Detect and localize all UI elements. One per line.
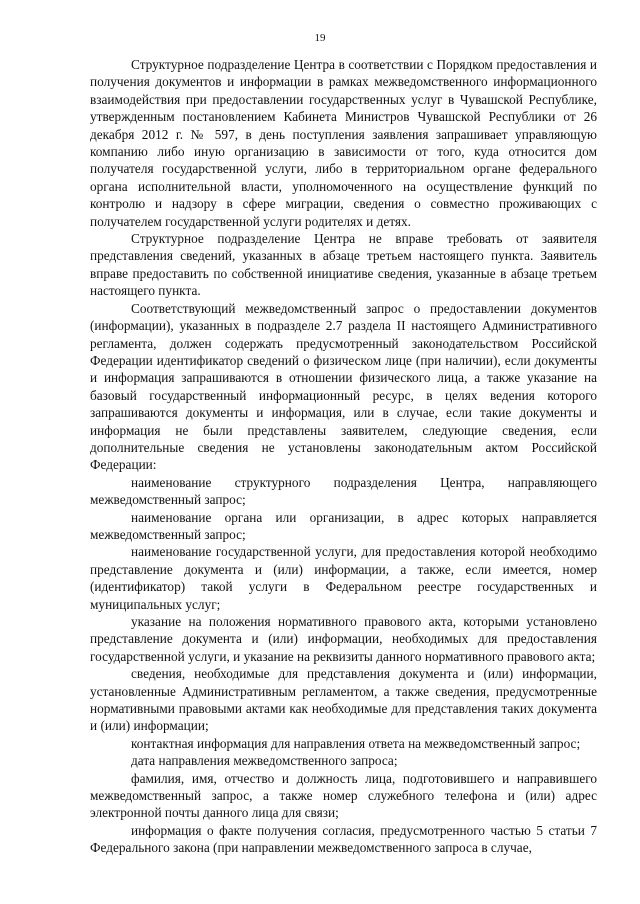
paragraph-request-contents: Соответствующий межведомственный запрос о предоставлении документов (информации), указанных в подразделе 2.7 раздела II настоящего Административного регламента, должен содержать предусмотренный законодательством Российской Федерации идентификатор сведений о физическом лице (при наличии), если документы и информация запрашиваются в отношении физического лица, а также указание на базовый государственный информационный ресурс, в целях ведения которого запрашиваются документы и информация, или в случае, если такие документы и информация не были представлены заявителем, следующие сведения, если дополнительные сведения не установлены законодательным актом Российской Федерации:: [90, 300, 597, 473]
list-item-responsible-person: фамилия, имя, отчество и должность лица, подготовившего и направившего межведомственный запрос, а также номер служебного телефона и (или) адрес электронной почты данного лица для связи;: [90, 770, 597, 821]
page-number: 19: [314, 32, 326, 44]
list-item-request-date: дата направления межведомственного запроса;: [131, 753, 398, 769]
paragraph-request-procedure: Структурное подразделение Центра в соответствии с Порядком предоставления и получения документов и информации в рамках межведомственного информационного взаимодействия при предоставлении государственных услуг в Чувашской Республике, утвержденным постановлением Кабинета Министров Чувашской Республики от 26 декабря 2012 г. № 597, в день поступления заявления запрашивает управляющую компанию либо иную организацию в зависимости от того, куда относится дом получателя государственной услуги, либо в территориальном органе федерального органа исполнительной власти, уполномоченного на осуществление функций по контролю и надзору в сфере миграции, сведения о совместно проживающих с получателем государственной услуги родителях и детях.: [90, 57, 597, 229]
list-item-recipient-organization: наименование органа или организации, в адрес которых направляется межведомственный запрос;: [90, 509, 597, 542]
list-item-contact-information: контактная информация для направления ответа на межведомственный запрос;: [131, 735, 581, 751]
list-item-service-name: наименование государственной услуги, для предоставления которой необходимо представление документа и (или) информации, а также, если имеется, номер (идентификатор) такой услуги в Федеральном реестре государственных и муниципальных услуг;: [90, 544, 597, 612]
list-item-required-information: сведения, необходимые для представления документа и (или) информации, установленные Административным регламентом, а также сведения, предусмотренные нормативными правовыми актами как необходимые для представления таких документа и (или) информации;: [90, 666, 597, 734]
list-item-consent-information: информация о факте получения согласия, предусмотренного частью 5 статьи 7 Федерального закона (при направлении межведомственного запроса в случае,: [90, 822, 597, 856]
list-item-subdivision-name: наименование структурного подразделения Центра, направляющего межведомственный запрос;: [90, 474, 597, 508]
list-item-legal-act-reference: указание на положения нормативного правового акта, которыми установлено представление документа и (или) информации, необходимых для предоставления государственной услуги, и указание на реквизиты данного нормативного правового акта;: [90, 614, 597, 664]
paragraph-not-entitled: Структурное подразделение Центра не вправе требовать от заявителя представления сведений, указанных в абзаце третьем настоящего пункта. Заявитель вправе предоставить по собственной инициативе сведения, указанные в абзаце третьем настоящего пункта.: [90, 231, 597, 299]
document-body: [90, 56, 597, 857]
